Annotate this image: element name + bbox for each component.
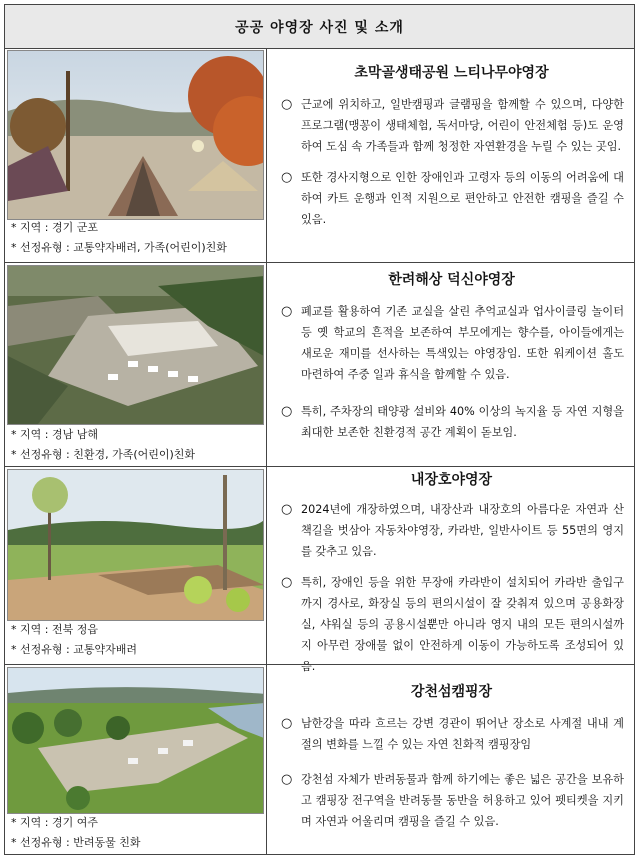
site-description bbox=[267, 263, 634, 466]
site-row-2 bbox=[5, 263, 634, 467]
circle-bullet-icon: ○ bbox=[281, 97, 293, 112]
document-table bbox=[4, 4, 635, 855]
description-item: ○ 근교에 위치하고, 일반캠핑과 글램핑을 함께할 수 있으며, 다양한 프로그램(맹꽁이 생태체험, 독서마당, 어린이 안전체험 등)도 운영하여 도심 속 가족들과 함께 청정한 자연환경을 누릴 수 있는 곳임. bbox=[279, 94, 624, 157]
site-description bbox=[267, 48, 634, 262]
site-row-4 bbox=[5, 665, 634, 854]
aerial-campground-photo bbox=[7, 265, 264, 425]
site-region: * 지역 : 전북 정읍 bbox=[11, 623, 98, 636]
circle-bullet-icon: ○ bbox=[281, 502, 293, 517]
circle-bullet-icon: ○ bbox=[281, 404, 293, 419]
site-description bbox=[267, 467, 634, 673]
circle-bullet-icon: ○ bbox=[281, 304, 293, 319]
site-photo-panel bbox=[5, 48, 267, 262]
description-item: ○ 폐교를 활용하여 기존 교실을 살린 추억교실과 업사이클링 놀이터 등 옛 학교의 흔적을 보존하여 부모에게는 향수를, 아이들에게는 새로운 재미를 선사하는 특색있는 야영장임. 또한 워케이션 홀도 마련하여 주중 일과 휴식을 함께할 수 있음. bbox=[279, 301, 624, 385]
circle-bullet-icon: ○ bbox=[281, 772, 293, 787]
site-type: * 선정유형 : 반려동물 친화 bbox=[11, 836, 141, 849]
site-title: 초막골생태공원 느티나무야영장 bbox=[354, 65, 549, 81]
circle-bullet-icon: ○ bbox=[281, 575, 293, 590]
circle-bullet-icon: ○ bbox=[281, 716, 293, 731]
description-item: ○ 2024년에 개장하였으며, 내장산과 내장호의 아름다운 자연과 산책길을 벗삼아 자동차야영장, 카라반, 일반사이트 등 55면의 영지를 갖추고 있음. bbox=[279, 499, 624, 562]
circle-bullet-icon: ○ bbox=[281, 170, 293, 185]
site-region: * 지역 : 경기 여주 bbox=[11, 816, 98, 829]
site-title: 내장호야영장 bbox=[410, 472, 493, 488]
site-description bbox=[267, 665, 634, 854]
description-item: ○ 특히, 장애인 등을 위한 무장애 카라반이 설치되어 카라반 출입구까지 경사로, 화장실 등의 편의시설이 잘 갖춰져 있으며 공용화장실, 샤워실 등의 공용시설뿐만 아니라 영지 내의 모든 편의시설까지 아무런 장애물 없이 안전하게 이동이 가능하도록 조성되어 있음. bbox=[279, 572, 624, 677]
site-photo-panel bbox=[5, 665, 267, 854]
description-item: ○ 강천섬 자체가 반려동물과 함께 하기에는 좋은 넓은 공간을 보유하고 캠핑장 전구역을 반려동물 동반을 허용하고 있어 펫티켓을 지키며 자연과 어울리며 캠핑을 즐길 수 있음. bbox=[279, 769, 624, 832]
site-region: * 지역 : 경기 군포 bbox=[11, 221, 98, 234]
site-row-3 bbox=[5, 467, 634, 673]
site-region: * 지역 : 경남 남해 bbox=[11, 428, 98, 441]
lakeside-deck-photo bbox=[7, 469, 264, 621]
site-photo-panel bbox=[5, 263, 267, 466]
description-item: ○ 또한 경사지형으로 인한 장애인과 고령자 등의 이동의 어려움에 대하여 카트 운행과 인적 지원으로 편안하고 안전한 캠핑을 즐길 수 있음. bbox=[279, 167, 624, 230]
site-type: * 선정유형 : 친환경, 가족(어린이)친화 bbox=[11, 448, 196, 461]
site-title: 강천섬캠핑장 bbox=[410, 684, 493, 700]
site-type: * 선정유형 : 교통약자배려 bbox=[11, 643, 137, 656]
campsite-tents-photo bbox=[7, 50, 264, 220]
site-row-1 bbox=[5, 48, 634, 263]
riverside-campsite-photo bbox=[7, 667, 264, 814]
description-item: ○ 남한강을 따라 흐르는 강변 경관이 뛰어난 장소로 사계절 내내 계절의 변화를 느낄 수 있는 자연 친화적 캠핑장임 bbox=[279, 713, 624, 755]
site-photo-panel bbox=[5, 467, 267, 664]
page-title: 공공 야영장 사진 및 소개 bbox=[5, 5, 634, 49]
description-item: ○ 특히, 주차장의 태양광 설비와 40% 이상의 녹지율 등 자연 지형을 최대한 보존한 친환경적 공간 계획이 돋보임. bbox=[279, 401, 624, 443]
site-title: 한려해상 덕신야영장 bbox=[388, 272, 515, 288]
site-type: * 선정유형 : 교통약자배려, 가족(어린이)친화 bbox=[11, 241, 227, 254]
